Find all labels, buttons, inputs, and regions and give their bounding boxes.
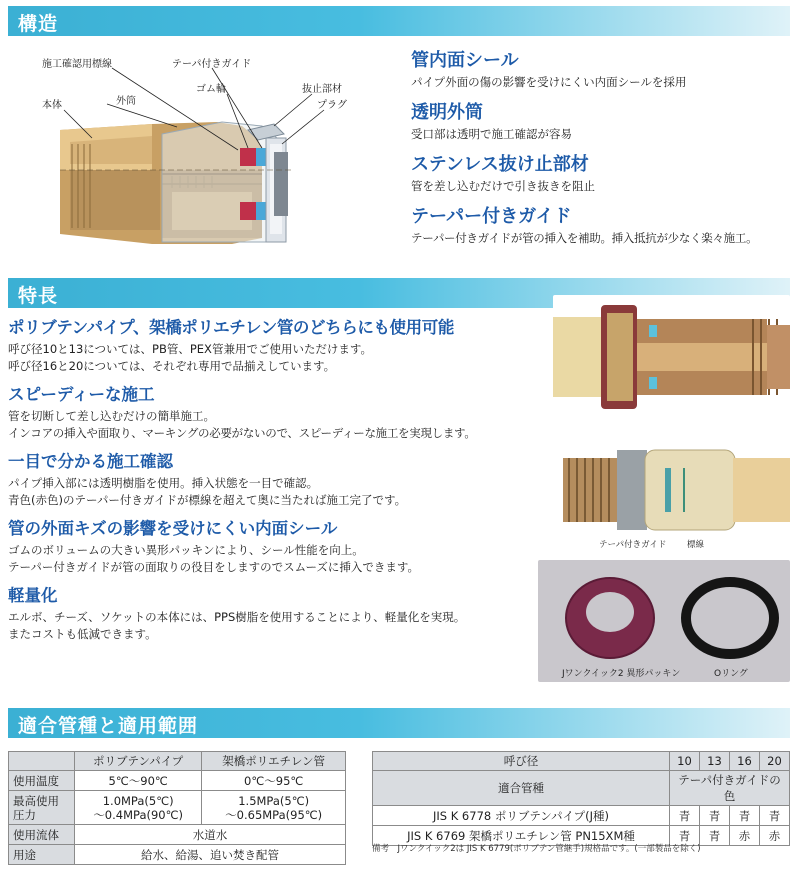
pipe-compatibility-table: 呼び径 10 13 16 20 適合管種 テーパ付きガイドの色 JIS K 6778 ポリブテンパイプ(J種) 青 青 青 青 JIS K 6769 架橋ポリエチレン管 PN15XM種 青 青 赤 赤 [372,751,790,846]
label-oring: Oリング [714,669,748,679]
label-body: 本体 [42,100,62,111]
table-header-pb: ポリブテンパイプ [75,752,202,771]
point-taper-guide: テーパー付きガイド テーパー付きガイドが管の挿入を補助。挿入抵抗が少なく楽々施工。 [411,206,758,245]
label-plug: プラグ [317,100,347,111]
point-inner-seal: 管内面シール パイプ外面の傷の影響を受けにくい内面シールを採用 [411,50,687,89]
point-stainless-stopper: ステンレス抜け止部材 管を差し込むだけで引き抜きを阻止 [411,154,595,193]
structure-points [411,46,791,246]
section-title: 適合管種と適用範囲 [18,715,199,737]
table-row: 使用温度 5℃〜90℃ 0℃〜95℃ [9,771,346,791]
label-packing: Jワンクイック2 異形パッキン [562,669,681,679]
label-photo-taper-guide: テーパ付きガイド [599,540,667,550]
table-header-size: 呼び径 [373,752,670,771]
feature-item: 管の外面キズの影響を受けにくい内面シール ゴムのボリュームの大きい異形パッキンにより、シール性能を向上。 テーパー付きガイドが管の面取りの役目をしますのでスムーズに挿入できます。 [8,519,420,574]
table-header-pex: 架橋ポリエチレン管 [202,752,346,771]
label-rubber-ring: ゴム輪 [196,84,226,95]
label-taper-guide: テーパ付きガイド [172,59,252,70]
photo-assembled-fitting [553,428,790,550]
feature-item: 軽量化 エルボ、チーズ、ソケットの本体には、PPS樹脂を使用することにより、軽量化を実現。 またコストも低減できます。 [8,586,466,641]
feature-item: 一目で分かる施工確認 パイプ挿入部には透明樹脂を使用。挿入状態を一目で確認。 青色(赤色)のテーパー付きガイドが標線を超えて奥に当たれば施工完了です。 [8,452,407,507]
features-list [8,314,538,643]
table-row: JIS K 6778 ポリブテンパイプ(J種) 青 青 青 青 [373,806,790,826]
section-title: 特長 [18,285,59,307]
section-title: 構造 [18,13,59,35]
table-header-empty [9,752,75,771]
table-header-pipe-type: 適合管種 [373,771,670,806]
point-transparent-sleeve: 透明外筒 受口部は透明で施工確認が容易 [411,102,572,141]
label-photo-mark-line: 標線 [687,540,705,550]
label-confirm-line: 施工確認用標線 [42,59,112,70]
section-header-structure [8,6,790,36]
label-outer-sleeve: 外筒 [116,96,136,107]
photo-packing-oring [538,560,790,682]
section-header-range [8,708,790,738]
structure-diagram [12,52,402,262]
table-note: 備考 Jワンクイック2は JIS K 6779(ポリブテン管継手)規格品です。(一部製品を除く) [372,844,701,854]
table-row: 使用流体 水道水 [9,825,346,845]
table-row: 用途 給水、給湯、追い焚き配管 [9,845,346,865]
photo-cutaway-fitting [553,295,790,417]
table-row: 最高使用 圧力 1.0MPa(5℃) 〜0.4MPa(90℃) 1.5MPa(5℃) 〜0.65MPa(95℃) [9,791,346,825]
table-header-guide-color: テーパ付きガイドの色 [670,771,790,806]
table-row: JIS K 6769 架橋ポリエチレン管 PN15XM種 青 青 赤 赤 [373,826,790,846]
label-stopper: 抜止部材 [302,84,342,95]
feature-item: スピーディーな施工 管を切断して差し込むだけの簡単施工。 インコアの挿入や面取り、マーキングの必要がないので、スピーディーな施工を実現します。 [8,385,476,440]
feature-item: ポリブテンパイプ、架橋ポリエチレン管のどちらにも使用可能 呼び径10と13については、PB管、PEX管兼用でご使用いただけます。 呼び径16と20については、それぞれ専用で品揃えしています。 [8,318,454,373]
usage-range-table [8,751,346,865]
